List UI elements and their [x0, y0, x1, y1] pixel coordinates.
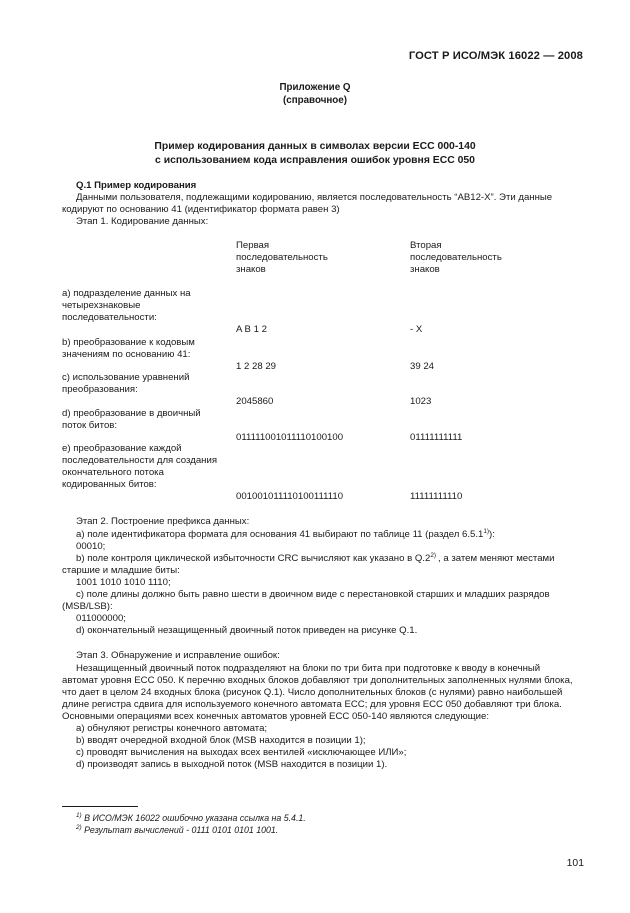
page-number: 101 — [566, 858, 584, 869]
stage-2-item-c-value: 011000000; — [76, 613, 126, 624]
row-label: e) преобразование каждой — [62, 443, 182, 454]
stage-3-paragraph-line: что дает в целом 24 входных блока (рисунок Q.1). Число дополнительных блоков (с нулями) равно наибольшей — [62, 687, 563, 698]
section-heading: Q.1 Пример кодирования — [76, 180, 197, 191]
row-label: кодированных битов: — [62, 479, 157, 490]
row-value-second: 39 24 — [410, 361, 435, 372]
stage-2-title: Этап 2. Построение префикса данных: — [76, 516, 250, 527]
stage-3-list-item: c) проводят вычисления на выходах всех вентилей «исключающее ИЛИ»; — [76, 747, 407, 758]
main-title-line-1: Пример кодирования данных в символах версии ЕСС 000-140 — [154, 141, 476, 152]
row-value-second: 11111111110 — [410, 491, 463, 502]
stage-2-item-a: a) поле идентификатора формата для основания 41 выбирают по таблице 11 (раздел 6.5.1$^{1)}$): — [76, 528, 495, 540]
appendix-title: Приложение Q — [279, 82, 351, 93]
stage-3-paragraph-line: Незащищенный двоичный поток подразделяют на блоки по три бита при подготовке к вводу в конечный — [76, 663, 541, 674]
row-label: a) подразделение данных на — [62, 288, 191, 299]
row-value-first: 011111001011110100100 — [236, 432, 344, 443]
stage-2-item-c-line-2: (MSB/LSB): — [62, 601, 113, 612]
row-label: c) использование уравнений — [62, 372, 190, 383]
row-value-first: 2045860 — [236, 396, 274, 407]
footnote-2: $^{2)}$ Результат вычислений - 0111 0101 0101 1001. — [76, 824, 279, 835]
stage-2-item-c: c) поле длины должно быть равно шести в двоичном виде с перестановкой старших и младших разрядов — [76, 589, 550, 600]
footnote-1: $^{1)}$ В ИСО/МЭК 16022 ошибочно указана ссылка на 5.4.1. — [76, 812, 306, 823]
stage-2-item-d: d) окончательный незащищенный двоичный поток приведен на рисунке Q.1. — [76, 625, 418, 636]
stage-3-paragraph-line: Основными операциями всех конечных автоматов уровней ЕСС 050-140 являются следующие: — [62, 711, 490, 722]
stage-2-item-b-value: 1001 1010 1010 1110; — [76, 577, 171, 588]
row-label: d) преобразование в двоичный — [62, 408, 201, 419]
row-label: четырехзнаковые — [62, 300, 141, 311]
appendix-subtitle: (справочное) — [283, 95, 347, 106]
row-value-first: 001001011110100111110 — [236, 491, 344, 502]
row-label: преобразования: — [62, 384, 138, 395]
stage-3-list-item: a) обнуляют регистры конечного автомата; — [76, 723, 268, 734]
row-label: значениям по основанию 41: — [62, 349, 191, 360]
stage-3-paragraph-line: автомат уровня ЕСС 050. К перечню входных блоков добавляют три дополнительных заполненных нулями блока, — [62, 675, 573, 686]
main-title-line-2: с использованием кода исправления ошибок уровня ЕСС 050 — [155, 155, 475, 166]
stage-3-list-item: d) производят запись в выходной поток (MSB находится в позиции 1). — [76, 759, 388, 770]
intro-line-1: Данными пользователя, подлежащими кодированию, является последовательность “AB12-X”. Эти данные — [76, 192, 553, 203]
footnote-divider — [62, 806, 138, 807]
row-value-second: 1023 — [410, 396, 432, 407]
row-value-first: 1 2 28 29 — [236, 361, 277, 372]
stage-3-title: Этап 3. Обнаружение и исправление ошибок: — [76, 650, 280, 661]
stage-1-title: Этап 1. Кодирование данных: — [76, 216, 209, 227]
row-label: последовательности: — [62, 312, 157, 323]
row-value-second: - X — [410, 324, 423, 335]
row-value-first: A B 1 2 — [236, 324, 267, 335]
stage-2-item-a-value: 00010; — [76, 541, 106, 552]
intro-line-2: кодируют по основанию 41 (идентификатор формата равен 3) — [62, 204, 340, 215]
row-value-second: 01111111111 — [410, 432, 463, 443]
row-label: окончательного потока — [62, 467, 164, 478]
stage-3-list-item: b) вводят очередной входной блок (MSB находится в позиции 1); — [76, 735, 366, 746]
row-label: поток битов: — [62, 420, 118, 431]
stage-2-item-b-line-2: старшие и младшие биты: — [62, 565, 180, 576]
stage-2-item-b: b) поле контроля циклической избыточности CRC вычисляют как указано в Q.2$^{2)}$ , а затем меняют местами — [76, 552, 555, 564]
row-label: b) преобразование к кодовым — [62, 337, 195, 348]
stage-3-paragraph-line: длине регистра сдвига для используемого конечного автомата ЕСС; для уровня ЕСС 050 добавляют три блока. — [62, 699, 562, 710]
row-label: последовательности для создания — [62, 455, 218, 466]
document-code-header: ГОСТ Р ИСО/МЭК 16022 — 2008 — [408, 50, 583, 62]
